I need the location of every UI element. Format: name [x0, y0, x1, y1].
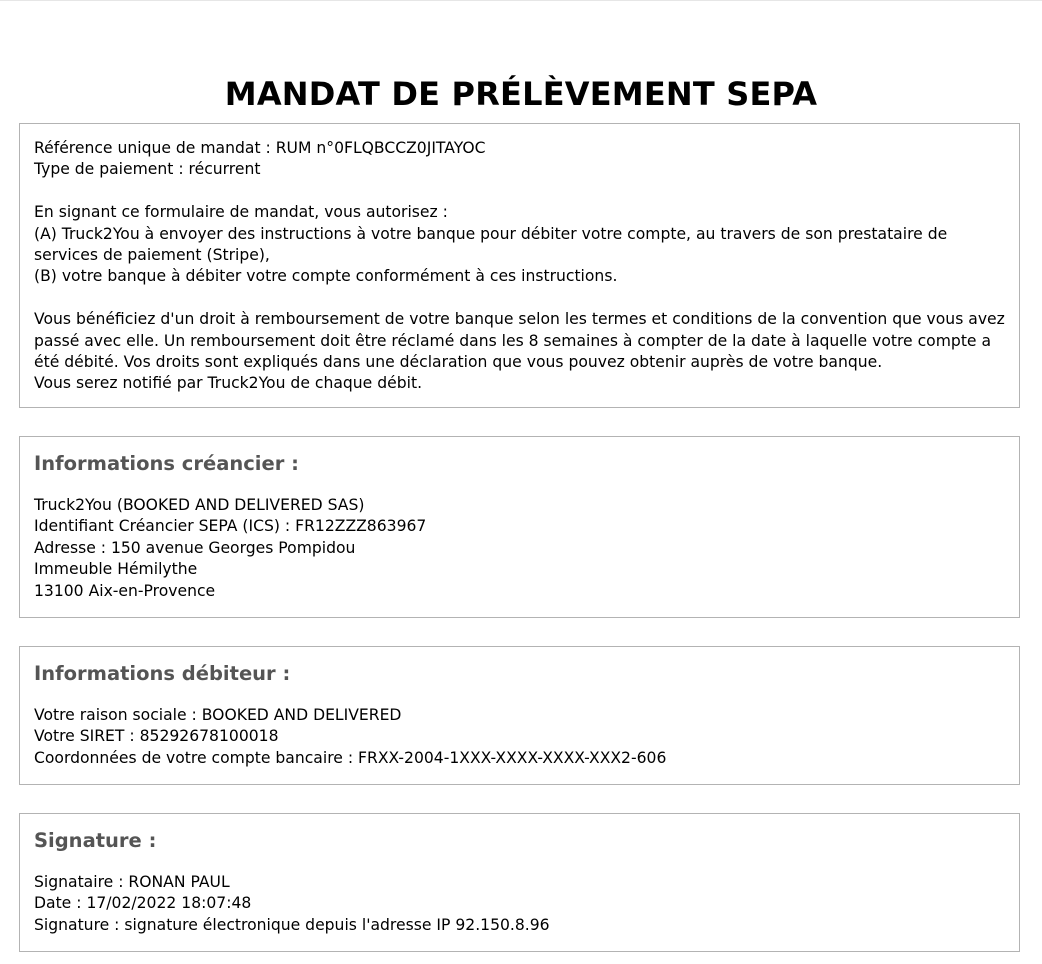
creditor-ics: Identifiant Créancier SEPA (ICS) : FR12ZZZ863967 — [34, 517, 427, 536]
creditor-heading: Informations créancier : — [34, 452, 299, 475]
debtor-raison-sociale: Votre raison sociale : BOOKED AND DELIVERED — [34, 706, 402, 724]
spacer — [34, 288, 1005, 309]
debtor-info-box — [19, 646, 1020, 785]
authorization-lead: En signant ce formulaire de mandat, vous autorisez : — [34, 203, 448, 222]
spacer — [34, 854, 1005, 872]
payment-type: Type de paiement : récurrent — [34, 160, 261, 179]
authorization-b: (B) votre banque à débiter votre compte conformément à ces instructions. — [34, 267, 618, 286]
creditor-name: Truck2You (BOOKED AND DELIVERED SAS) — [34, 496, 365, 514]
creditor-address-line3: 13100 Aix-en-Provence — [34, 581, 216, 600]
top-divider — [0, 0, 1042, 1]
signature-method: Signature : signature électronique depuis l'adresse IP 92.150.8.96 — [34, 915, 550, 934]
signature-box — [19, 813, 1020, 952]
creditor-address-line2: Immeuble Hémilythe — [34, 560, 198, 579]
notification-text: Vous serez notifié par Truck2You de chaque débit. — [34, 374, 423, 393]
signatory-name: Signataire : RONAN PAUL — [34, 873, 230, 891]
spacer — [34, 181, 1005, 202]
mandate-reference: Référence unique de mandat : RUM n°0FLQBCCZ0JITAYOC — [34, 139, 486, 157]
signature-heading: Signature : — [34, 829, 157, 852]
spacer — [34, 477, 1005, 495]
authorization-a: (A) Truck2You à envoyer des instructions à votre banque pour débiter votre compte, au travers de son prestataire de services de paiement (Stripe), — [34, 224, 948, 265]
refund-rights: Vous bénéficiez d'un droit à remboursement de votre banque selon les termes et conditions de la convention que vous avez passé avec elle. Un remboursement doit être réclamé dans les 8 semaines à compter de la date à laquelle votre compte a été débité. Vos droits sont expliqués dans une déclaration que vous pouvez obtenir auprès de votre banque. — [34, 310, 1005, 372]
debtor-heading: Informations débiteur : — [34, 662, 291, 685]
creditor-info-box — [19, 436, 1020, 618]
page-title: MANDAT DE PRÉLÈVEMENT SEPA — [224, 75, 818, 113]
signature-date: Date : 17/02/2022 18:07:48 — [34, 894, 252, 913]
debtor-siret: Votre SIRET : 85292678100018 — [34, 727, 279, 746]
creditor-address-line1: Adresse : 150 avenue Georges Pompidou — [34, 538, 356, 557]
spacer — [34, 687, 1005, 705]
mandate-intro-box — [19, 123, 1020, 408]
debtor-bank-details: Coordonnées de votre compte bancaire : FRXX-2004-1XXX-XXXX-XXXX-XXX2-606 — [34, 748, 667, 767]
